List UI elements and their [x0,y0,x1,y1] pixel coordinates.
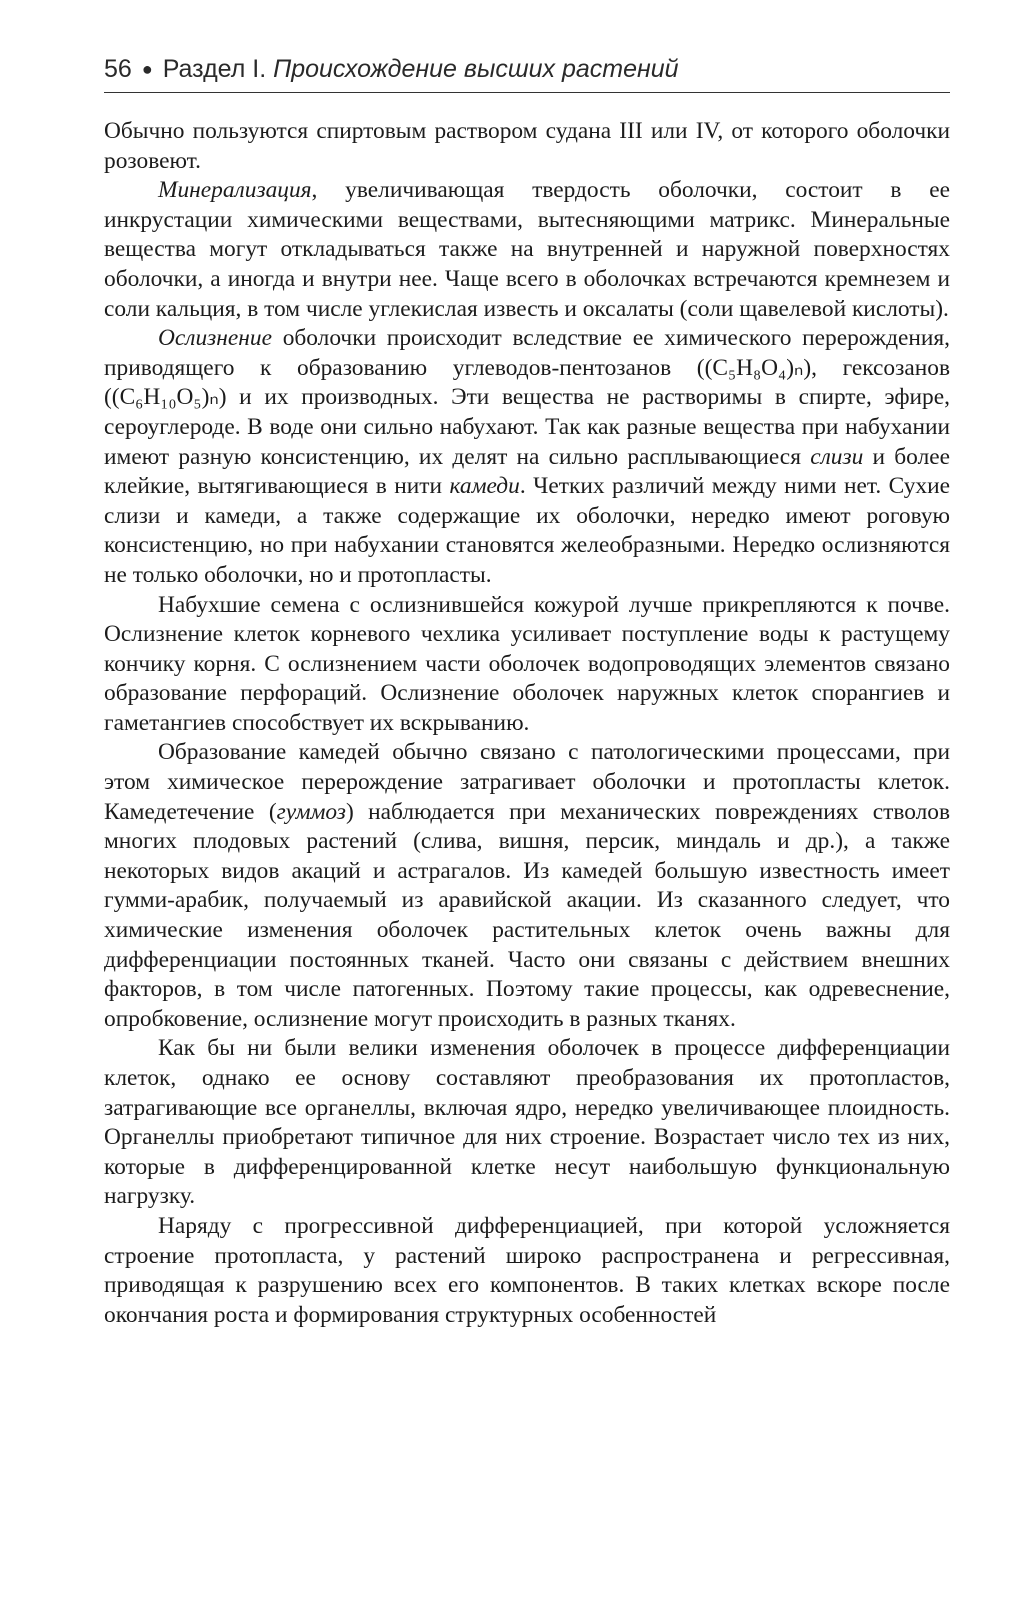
paragraph-5 [104,738,950,1034]
paragraph-2-text: , увеличивающая твердость оболочки, состоит в ее инкрустации химическими веществами, вытесняющими матрикс. Минеральные вещества могут откладываться также на внутренней и наружной поверхностях оболочки, а иногда и внутри нее. Чаще всего в оболочках встречаются кремнезем и соли кальция, в том числе углекислая известь и оксалаты (соли щавелевой кислоты). [104,177,950,322]
term-slime: слизи [810,443,864,470]
term-gum: камеди [449,473,520,500]
paragraph-7-text: Наряду с прогрессивной дифференциацией, при которой усложняется строение протопласта, у растений широко распространена и регрессивная, приводящая к разрушению всех его компонентов. В таких клетках вскоре после окончания роста и формирования структурных особенностей [104,1212,950,1328]
paragraph-5-text-b: ) наблюдается при механических повреждениях стволов многих плодовых растений (слива, вишня, персик, миндаль и др.), а также некоторых видов акаций и астрагалов. Из камедей большую известность имеет гумми-арабик, получаемый из аравийской акации. Из сказанного следует, что химические изменения оболочек растительных клеток очень важны для дифференциации постоянных тканей. Часто они связаны с действием внешних факторов, в том числе патогенных. Поэтому такие процессы, как одревеснение, опробковение, ослизнение могут происходить в разных тканях. [104,798,950,1032]
chapter-title: Происхождение высших растений [273,55,679,83]
bullet-separator: ● [141,59,153,79]
formula-pentosans: ((C₅H₈O₄)ₙ) [696,354,812,381]
paragraph-3-text-e: . Четких различий между ними нет. Сухие слизи и камеди, а также содержащие их оболочки, нередко имеют роговую консистенцию, но при набухании становятся желеобразными. Нередко ослизняются не только оболочки, но и протопласты. [104,473,950,588]
paragraph-1 [104,117,950,176]
page-header [104,52,950,93]
paragraph-3-text-a: оболочки происходит вследствие ее химического перерождения, приводящего к образованию углеводов-пентозанов [104,325,950,381]
paragraph-3-text-d: и более клейкие, вытягивающиеся в нити [104,443,950,500]
term-gummosis: гуммоз [276,798,346,825]
paragraph-3-text-c: и их производных. Эти вещества не растворимы в спирте, эфире, сероуглероде. В воде они сильно набухают. Так как разные вещества при набухании имеют разную консистенцию, их делят на сильно расплывающиеся [104,384,950,470]
term-mineralization: Минерализация [158,177,312,204]
paragraph-3 [104,324,950,590]
paragraph-7 [104,1212,950,1330]
page-body [104,117,950,1330]
paragraph-3-text-b: , гексозанов [811,354,950,381]
paragraph-5-text-a: Образование камедей обычно связано с патологическими процессами, при этом химическое перерождение затрагивает оболочки и протопласты клеток. Камедетечение ( [104,739,950,825]
paragraph-1-text: Обычно пользуются спиртовым раствором судана III или IV, от которого оболочки розовеют. [104,118,950,174]
paragraph-2 [104,176,950,324]
section-label: Раздел I. [162,55,267,83]
formula-hexosans: ((C₆H₁₀O₅)ₙ) [104,384,227,411]
paragraph-6 [104,1034,950,1212]
paragraph-6-text: Как бы ни были велики изменения оболочек в процессе дифференциации клеток, однако ее основу составляют преобразования их протопластов, затрагивающие все органеллы, включая ядро, нередко увеличивающее плоидность. Органеллы приобретают типичное для них строение. Возрастает число тех из них, которые в дифференцированной клетке несут наибольшую функциональную нагрузку. [104,1035,950,1210]
term-mucilage: Ослизнение [158,325,272,352]
page-number: 56 [104,55,132,83]
paragraph-4-text: Набухшие семена с ослизнившейся кожурой лучше прикрепляются к почве. Ослизнение клеток корневого чехлика усиливает поступление воды к растущему кончику корня. С ослизнением части оболочек водопроводящих элементов связано образование перфораций. Ослизнение оболочек наружных клеток спорангиев и гаметангиев способствует их вскрыванию. [104,591,950,736]
paragraph-4 [104,591,950,739]
